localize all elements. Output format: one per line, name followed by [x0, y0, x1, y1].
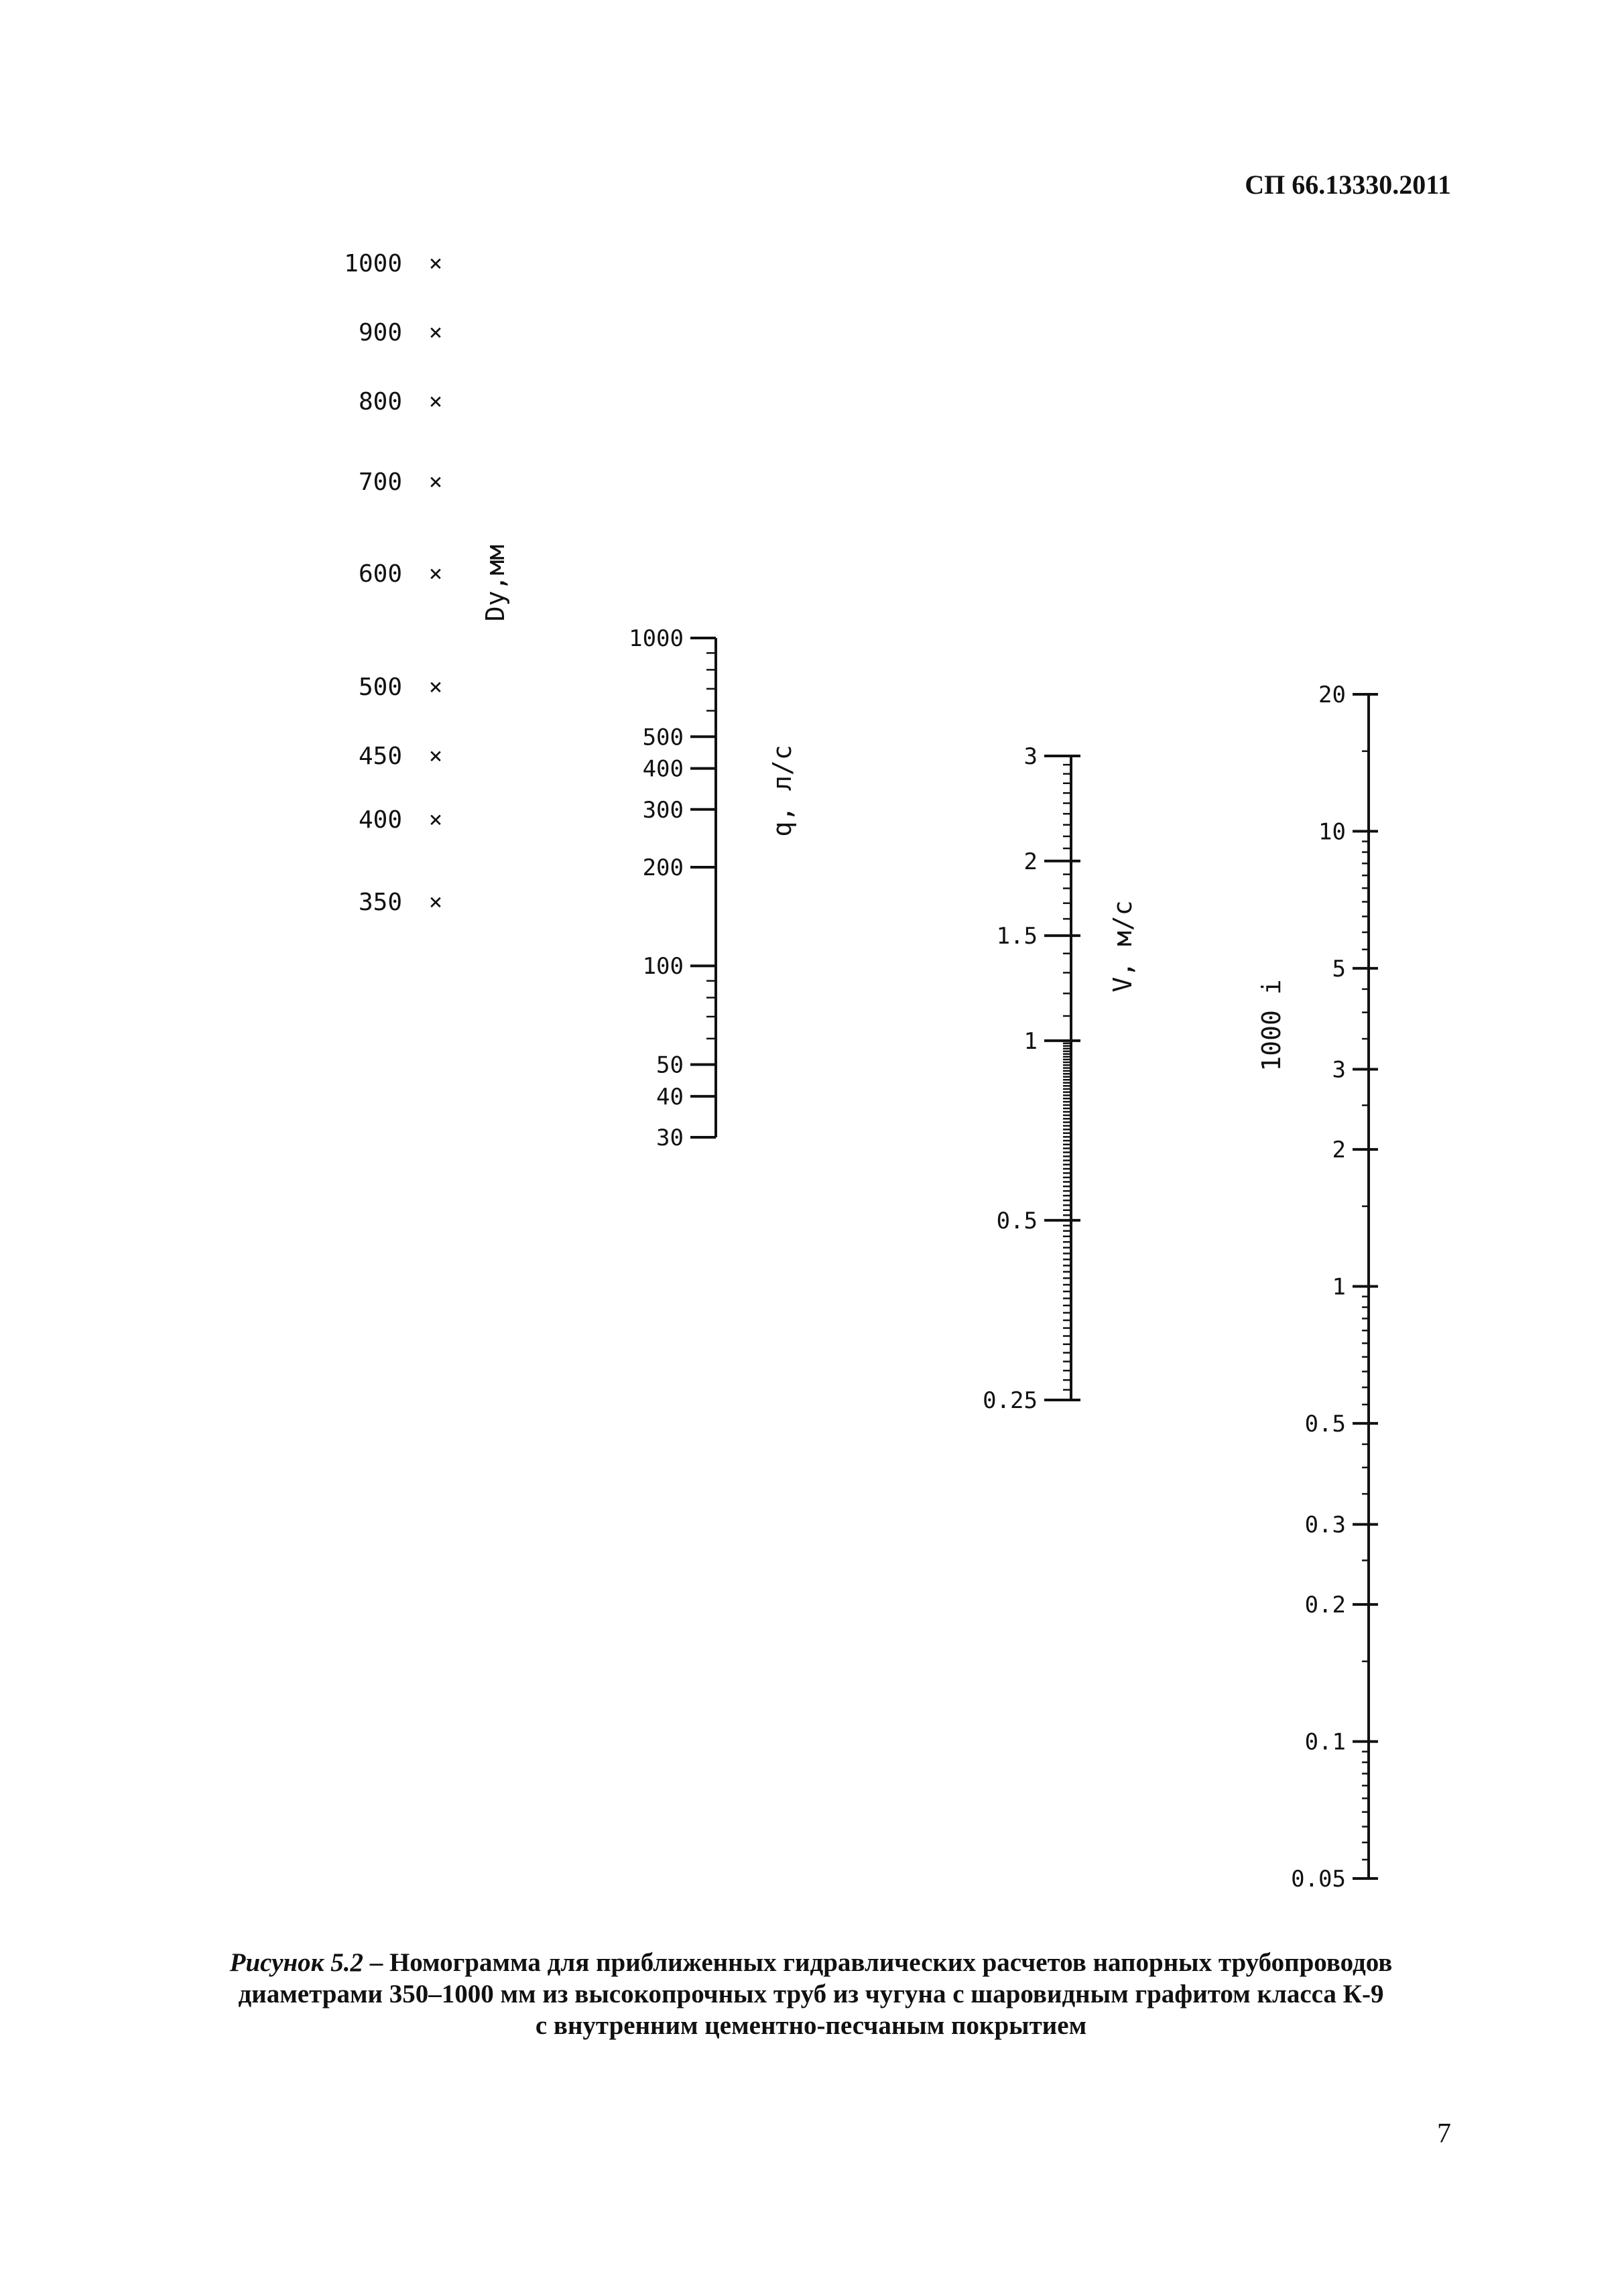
caption-line-1	[0, 1947, 1622, 1978]
dy-label-700: 700	[358, 468, 402, 496]
dy-mark-700: ×	[428, 468, 443, 495]
i-tick-label: 0.2	[1304, 1592, 1346, 1619]
dy-label-1000: 1000	[344, 250, 402, 277]
v-tick-label: 1	[1023, 1027, 1038, 1055]
i-tick-label: 0.5	[1304, 1410, 1346, 1438]
q-scale-title: q, л/с	[767, 745, 797, 837]
v-scale	[983, 743, 1080, 1414]
i-tick-label: 0.3	[1304, 1511, 1346, 1539]
i-tick-label: 1	[1332, 1273, 1346, 1301]
q-tick-label: 40	[656, 1083, 684, 1110]
dy-label-400: 400	[358, 806, 402, 834]
figure-label: Рисунок 5.2	[229, 1948, 363, 1977]
i-tick-label: 0.05	[1291, 1866, 1346, 1893]
q-tick-label: 50	[656, 1051, 684, 1079]
i-tick-label: 2	[1332, 1137, 1346, 1164]
caption-text-1: – Номограмма для приближенных гидравлических расчетов напорных трубопроводов	[363, 1948, 1393, 1977]
dy-mark-500: ×	[428, 674, 443, 700]
dy-label-450: 450	[358, 743, 402, 770]
v-tick-label: 0.5	[996, 1207, 1038, 1234]
dy-label-600: 600	[358, 560, 402, 588]
dy-mark-900: ×	[428, 319, 443, 346]
dy-mark-1000: ×	[428, 250, 443, 277]
figure-caption	[0, 1947, 1622, 2041]
q-tick-label: 300	[642, 796, 684, 824]
q-scale	[629, 625, 716, 1151]
v-tick-label: 0.25	[983, 1387, 1038, 1414]
dy-scale	[344, 250, 442, 916]
q-tick-label: 100	[642, 953, 684, 980]
v-scale-title: V, м/с	[1108, 900, 1137, 993]
v-tick-label: 1.5	[996, 923, 1038, 950]
v-tick-label: 3	[1023, 743, 1038, 770]
caption-line-3: с внутренним цементно-песчаным покрытием	[535, 2011, 1087, 2040]
q-tick-label: 400	[642, 755, 684, 783]
page-number: 7	[1437, 2118, 1451, 2149]
dy-label-500: 500	[358, 674, 402, 701]
dy-label-350: 350	[358, 889, 402, 916]
dy-mark-450: ×	[428, 743, 443, 769]
dy-mark-400: ×	[428, 806, 443, 833]
dy-label-800: 800	[358, 388, 402, 416]
i-tick-label: 3	[1332, 1056, 1346, 1084]
dy-label-900: 900	[358, 319, 402, 346]
i-scale	[1291, 682, 1378, 1893]
i-tick-label: 10	[1318, 818, 1346, 846]
dy-scale-title: Dу,мм	[481, 544, 510, 622]
q-tick-label: 200	[642, 854, 684, 881]
i-tick-label: 20	[1318, 682, 1346, 708]
document-code: СП 66.13330.2011	[1245, 170, 1451, 200]
dy-mark-600: ×	[428, 560, 443, 587]
i-tick-label: 0.1	[1304, 1728, 1346, 1756]
v-tick-label: 2	[1023, 848, 1038, 875]
i-scale-title: 1000 i	[1257, 979, 1286, 1072]
q-tick-label: 500	[642, 724, 684, 751]
i-tick-label: 5	[1332, 955, 1346, 982]
q-tick-label: 1000	[629, 625, 684, 652]
dy-mark-800: ×	[428, 388, 443, 415]
dy-mark-350: ×	[428, 889, 443, 915]
caption-line-2: диаметрами 350–1000 мм из высокопрочных труб из чугуна с шаровидным графитом класса К-9	[238, 1980, 1384, 2008]
q-tick-label: 30	[656, 1125, 684, 1151]
